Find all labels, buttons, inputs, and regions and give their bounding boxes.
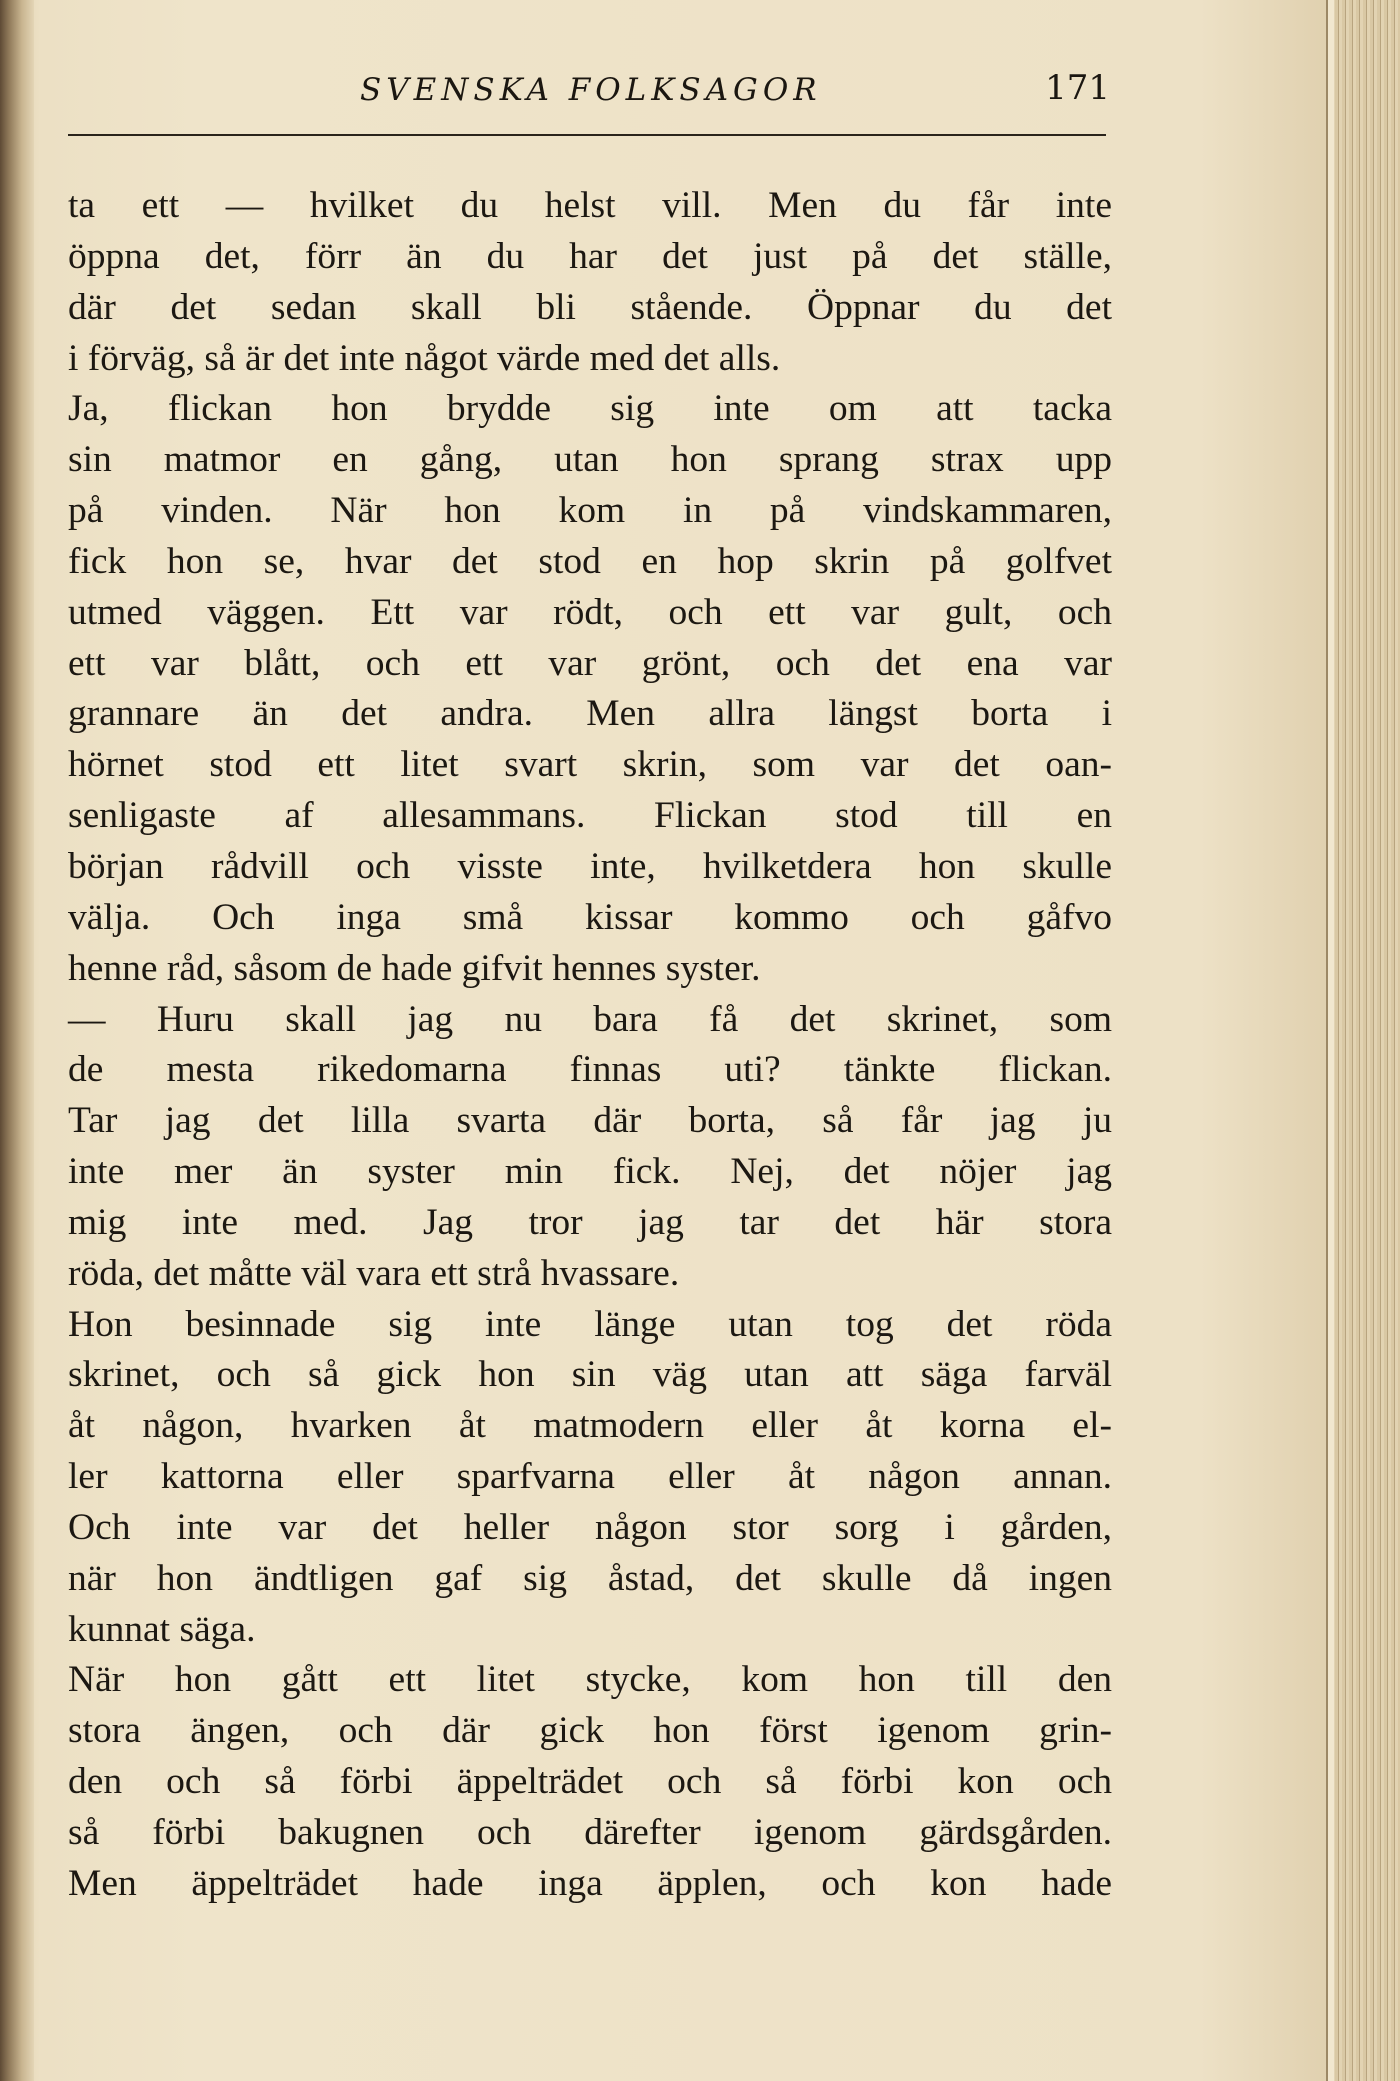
text-line: mig inte med. Jag tror jag tar det här stora — [68, 1201, 1112, 1243]
text-line: Ja, flickan hon brydde sig inte om att tacka — [68, 388, 1112, 430]
text-line: henne råd, såsom de hade gifvit hennes syster. — [68, 947, 761, 989]
text-line: grannare än det andra. Men allra längst borta i — [68, 693, 1112, 735]
page-header — [68, 68, 1110, 114]
text-line: röda, det måtte väl vara ett strå hvassare. — [68, 1252, 680, 1294]
text-line: sin matmor en gång, utan hon sprang strax upp — [68, 439, 1112, 481]
text-line: fick hon se, hvar det stod en hop skrin på golfvet — [68, 540, 1112, 582]
text-line: utmed väggen. Ett var rödt, och ett var gult, och — [68, 591, 1112, 633]
text-line: välja. Och inga små kissar kommo och gåfvo — [68, 896, 1112, 938]
text-line: på vinden. När hon kom in på vindskammaren, — [68, 490, 1112, 532]
text-line: stora ängen, och där gick hon först igenom grin- — [68, 1710, 1112, 1752]
page-number: 171 — [1045, 68, 1110, 108]
running-title: SVENSKA FOLKSAGOR — [360, 72, 822, 108]
text-line: senligaste af allesammans. Flickan stod till en — [68, 795, 1112, 837]
text-line: när hon ändtligen gaf sig åstad, det skulle då ingen — [68, 1557, 1112, 1599]
text-line: så förbi bakugnen och därefter igenom gärdsgården. — [68, 1812, 1112, 1853]
text-line: ler kattorna eller sparfvarna eller åt någon annan. — [68, 1456, 1112, 1498]
text-line: de mesta rikedomarna finnas uti? tänkte flickan. — [68, 1049, 1112, 1091]
text-line: början rådvill och visste inte, hvilketdera hon skulle — [68, 845, 1112, 887]
text-line: — Huru skall jag nu bara få det skrinet, som — [68, 998, 1112, 1040]
text-line: åt någon, hvarken åt matmodern eller åt korna el- — [68, 1405, 1112, 1447]
text-line: den och så förbi äppelträdet och så förbi kon och — [68, 1761, 1112, 1803]
text-line: kunnat säga. — [68, 1608, 256, 1650]
book-binding — [0, 0, 34, 2081]
text-line: hörnet stod ett litet svart skrin, som var det oan- — [68, 744, 1112, 786]
text-line: Men äppelträdet hade inga äpplen, och kon hade — [68, 1862, 1112, 1904]
header-rule — [68, 134, 1106, 136]
text-line: i förväg, så är det inte något värde med det alls. — [68, 337, 781, 379]
text-line: skrinet, och så gick hon sin väg utan att säga farväl — [68, 1354, 1112, 1396]
text-line: När hon gått ett litet stycke, kom hon till den — [68, 1659, 1112, 1701]
text-line: där det sedan skall bli stående. Öppnar du det — [68, 286, 1112, 328]
text-line: Tar jag det lilla svarta där borta, så får jag ju — [68, 1100, 1112, 1142]
page-edge-strip — [1328, 0, 1334, 2081]
body-text — [68, 181, 1112, 1910]
text-line: inte mer än syster min fick. Nej, det nöjer jag — [68, 1151, 1112, 1193]
text-line: Hon besinnade sig inte länge utan tog det röda — [68, 1303, 1112, 1345]
page-edges — [1326, 0, 1400, 2081]
text-line: Och inte var det heller någon stor sorg i gården, — [68, 1506, 1112, 1548]
text-line: ta ett — hvilket du helst vill. Men du får inte — [68, 185, 1112, 226]
text-line: öppna det, förr än du har det just på det ställe, — [68, 235, 1112, 277]
text-line: ett var blått, och ett var grönt, och det ena var — [68, 642, 1112, 684]
